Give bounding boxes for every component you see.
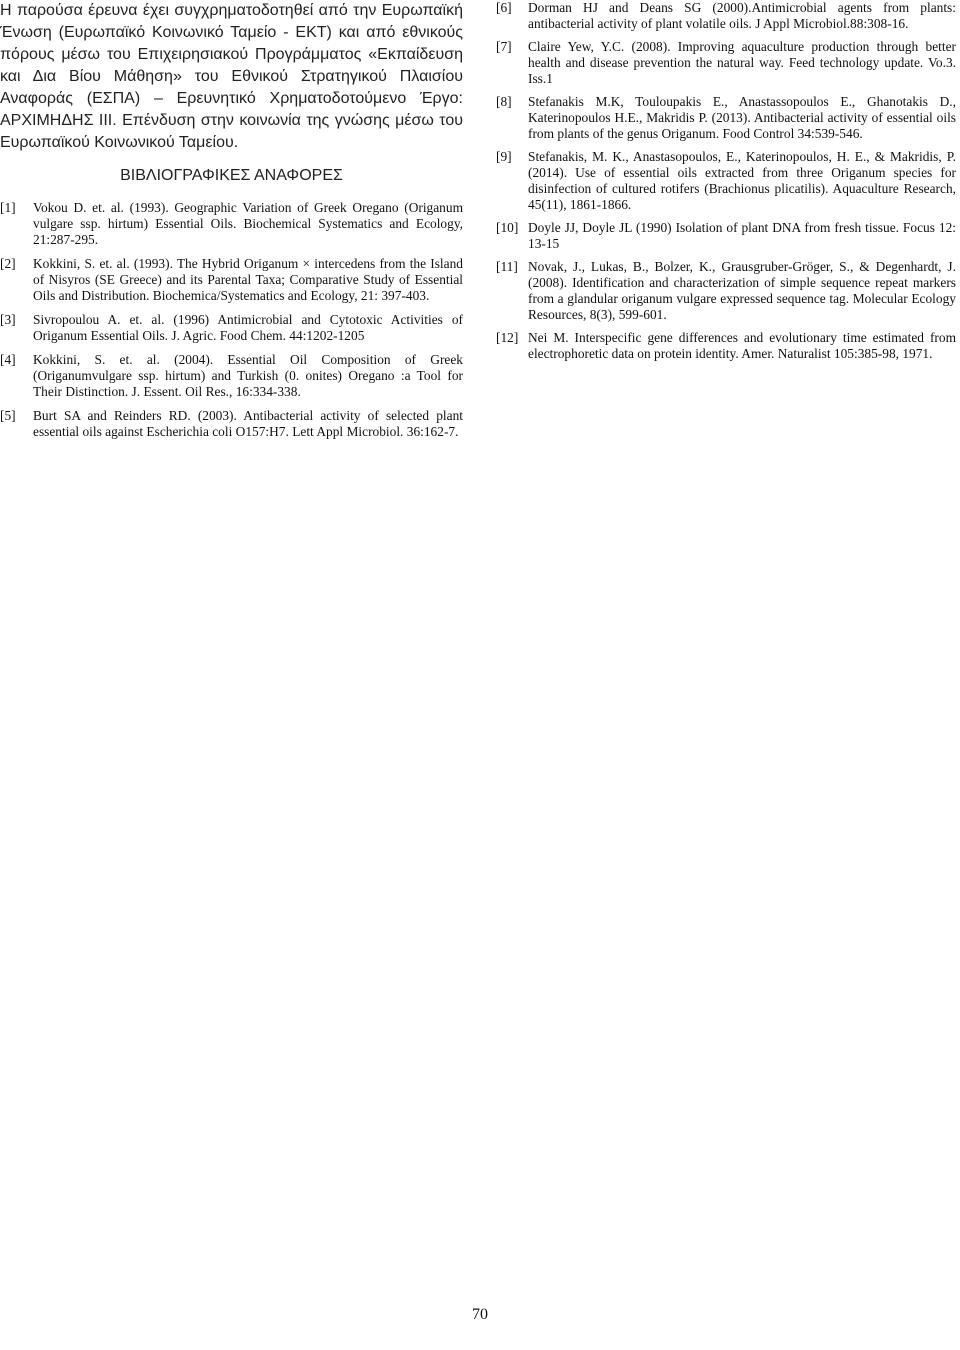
references-list-left <box>0 200 463 440</box>
references-heading: ΒΙΒΛΙΟΓΡΑΦΙΚΕΣ ΑΝΑΦΟΡΕΣ <box>120 167 343 184</box>
reference-text: Kokkini, S. et. al. (2004). Essential Oil Composition of Greek (Origanumvulgare ssp. hirtum) and Turkish (0. onites) Oregano :a Tool for Their Distinction. J. Essent. Oil Res., 16:334-338. <box>33 352 463 399</box>
reference-number: [6] <box>496 0 512 15</box>
reference-item <box>0 200 463 248</box>
reference-item <box>496 149 956 213</box>
reference-item <box>496 220 956 252</box>
reference-number: [9] <box>496 149 512 164</box>
reference-number: [4] <box>0 352 16 367</box>
reference-item <box>0 352 463 400</box>
reference-text: Doyle JJ, Doyle JL (1990) Isolation of plant DNA from fresh tissue. Focus 12: 13-15 <box>528 220 956 251</box>
reference-number: [11] <box>496 259 518 274</box>
reference-number: [1] <box>0 200 16 215</box>
reference-text: Novak, J., Lukas, B., Bolzer, K., Grausgruber-Gröger, S., & Degenhardt, J. (2008). Identification and characterization of simple sequence repeat markers from a glandular origanum vulgare expressed sequence tag. Molecular Ecology Resources, 8(3), 599-601. <box>528 259 956 322</box>
reference-item <box>496 330 956 362</box>
reference-text: Sivropoulou A. et. al. (1996) Antimicrobial and Cytotoxic Activities of Origanum Essential Oils. J. Agric. Food Chem. 44:1202-1205 <box>33 312 463 343</box>
reference-text: Stefanakis, M. K., Anastasopoulos, E., Katerinopoulos, H. E., & Makridis, P. (2014). Use of essential oils extracted from three Origanum species for disinfection of cultured rotifers (Brachionus plicatilis). Aquaculture Research, 45(11), 1861-1866. <box>528 149 956 212</box>
reference-number: [8] <box>496 94 512 109</box>
reference-number: [3] <box>0 312 16 327</box>
references-list-right <box>496 0 956 362</box>
reference-text: Stefanakis M.K, Touloupakis E., Anastassopoulos E., Ghanotakis D., Katerinopoulos H.E., Makridis P. (2013). Antibacterial activity of essential oils from plants of the genus Origanum. Food Control 34:539-546. <box>528 94 956 141</box>
reference-text: Kokkini, S. et. al. (1993). The Hybrid Origanum × intercedens from the Island of Nisyros (SE Greece) and its Parental Taxa; Comparative Study of Essential Oils and Distribution. Biochemica/Systematics and Ecology, 21: 397-403. <box>33 256 463 303</box>
reference-item <box>496 259 956 323</box>
reference-text: Burt SA and Reinders RD. (2003). Antibacterial activity of selected plant essential oils against Escherichia coli O157:H7. Lett Appl Microbiol. 36:162-7. <box>33 408 463 439</box>
reference-item <box>496 94 956 142</box>
acknowledgement-paragraph: Η παρούσα έρευνα έχει συγχρηματοδοτηθεί από την Ευρωπαϊκή Ένωση (Ευρωπαϊκό Κοινωνικό Ταμείο - ΕΚΤ) και από εθνικούς πόρους μέσω του Επιχειρησιακού Προγράμματος «Εκπαίδευση και Δια Βίου Μάθηση» του Εθνικού Στρατηγικού Πλαισίου Αναφοράς (ΕΣΠΑ) – Ερευνητικό Χρηματοδοτούμενο Έργο: ΑΡΧΙΜΗΔΗΣ ΙΙΙ. Επένδυση στην κοινωνία της γνώσης μέσω του Ευρωπαϊκού Κοινωνικού Ταμείου. <box>0 2 463 151</box>
reference-text: Nei M. Interspecific gene differences and evolutionary time estimated from electrophoretic data on protein identity. Amer. Naturalist 105:385-98, 1971. <box>528 330 956 361</box>
reference-item <box>0 408 463 440</box>
reference-item <box>496 0 956 32</box>
reference-text: Claire Yew, Y.C. (2008). Improving aquaculture production through better health and disease prevention the natural way. Feed technology update. Vo.3. Iss.1 <box>528 39 956 86</box>
reference-text: Dorman HJ and Deans SG (2000).Antimicrobial agents from plants: antibacterial activity of plant volatile oils. J Appl Microbiol.88:308-16. <box>528 0 956 31</box>
reference-number: [2] <box>0 256 16 271</box>
right-column <box>496 0 956 369</box>
reference-number: [10] <box>496 220 519 235</box>
reference-number: [5] <box>0 408 16 423</box>
reference-number: [12] <box>496 330 519 345</box>
page-number: 70 <box>472 1306 488 1323</box>
reference-text: Vokou D. et. al. (1993). Geographic Variation of Greek Oregano (Origanum vulgare ssp. hirtum) Essential Oils. Biochemical Systematics and Ecology, 21:287-295. <box>33 200 463 247</box>
reference-number: [7] <box>496 39 512 54</box>
reference-item <box>0 256 463 304</box>
reference-item <box>496 39 956 87</box>
left-column <box>0 0 463 448</box>
reference-item <box>0 312 463 344</box>
